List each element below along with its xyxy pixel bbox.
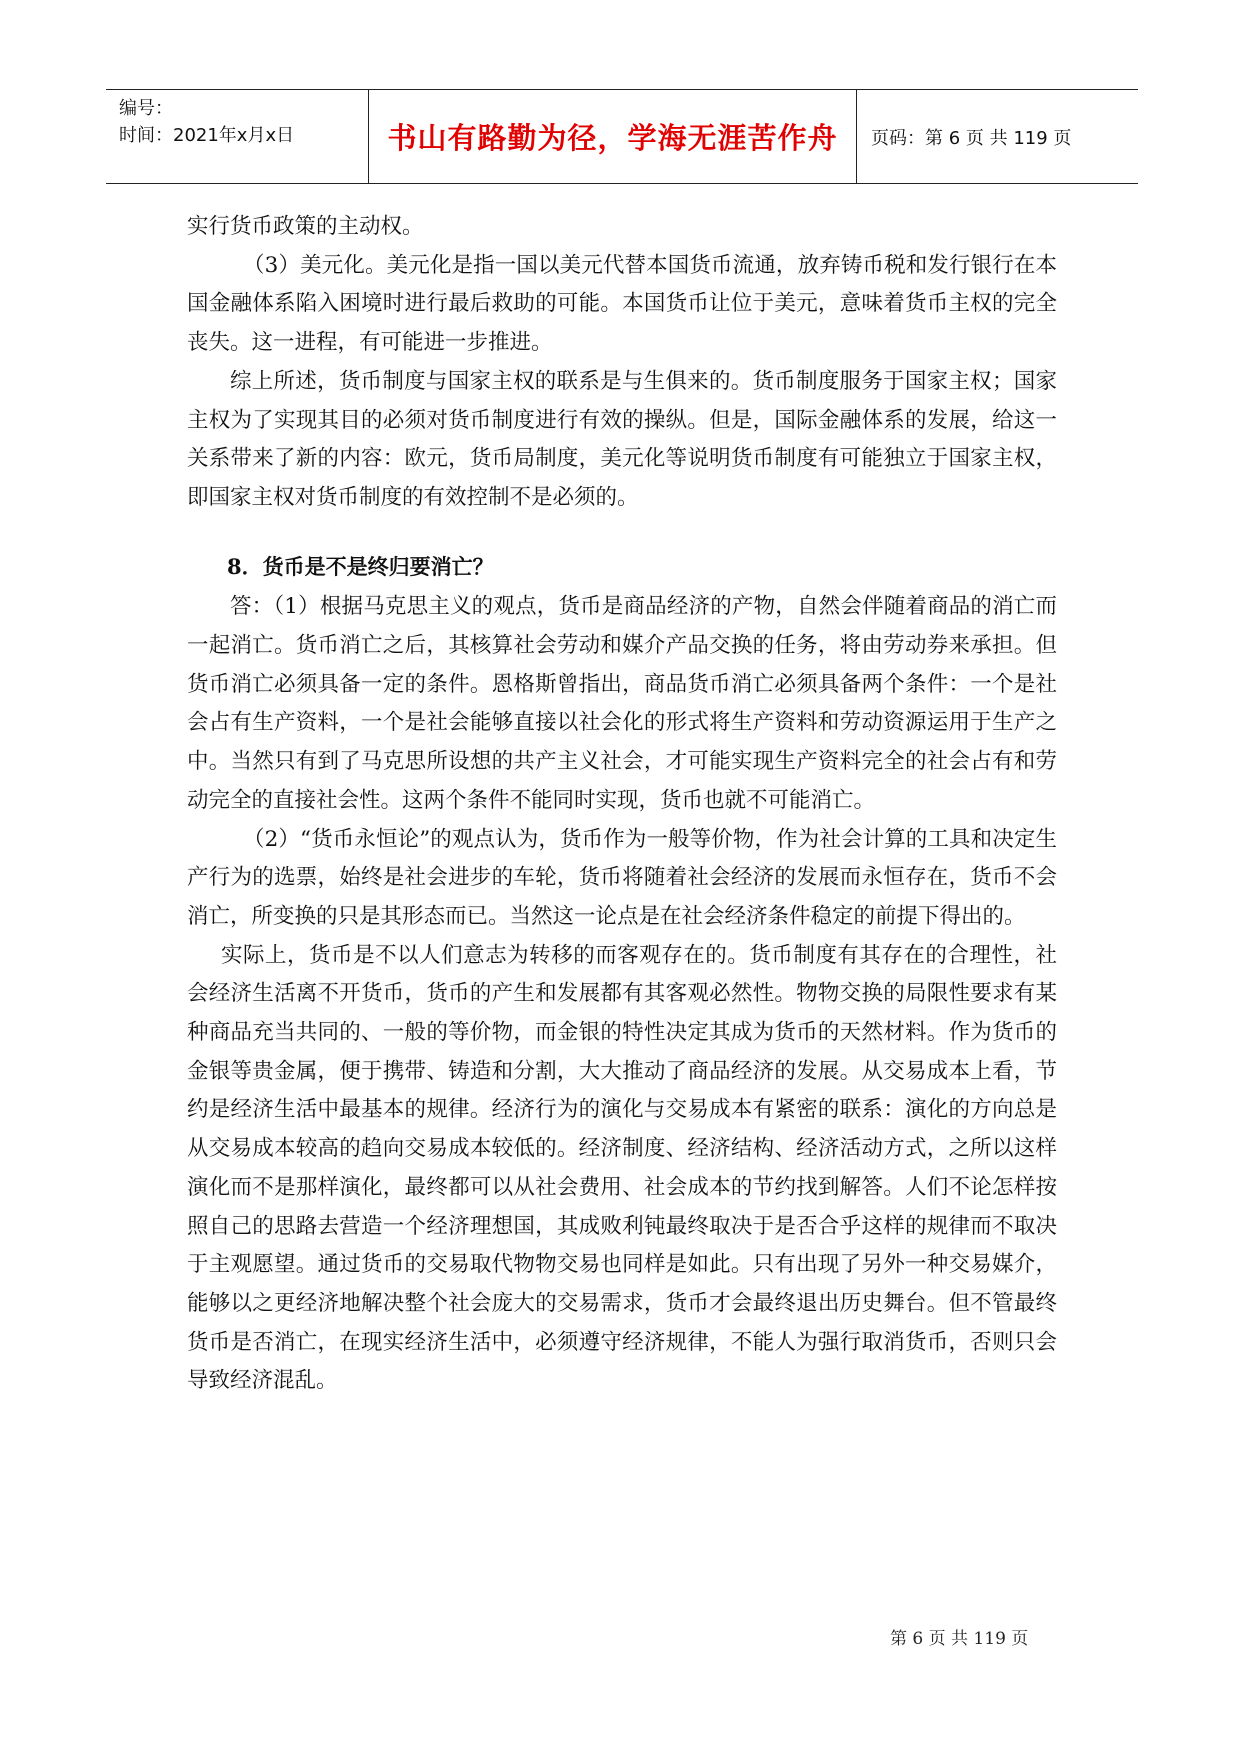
- document-body: [187, 208, 1057, 1401]
- header-slogan: 书山有路勤为径，学海无涯苦作舟: [369, 90, 857, 183]
- answer-paragraph-2: （2）“货币永恒论”的观点认为，货币作为一般等价物，作为社会计算的工具和决定生产行为的选票，始终是社会进步的车轮，货币将随着社会经济的发展而永恒存在，货币不会消亡，所变换的只是其形态而已。当然这一论点是在社会经济条件稳定的前提下得出的。: [187, 826, 1057, 929]
- paragraph-continuation: 实行货币政策的主动权。: [187, 214, 424, 239]
- header-time-label: 时间：2021年x月x日: [119, 125, 295, 146]
- page-footer: 第 6 页 共 119 页: [890, 1629, 1029, 1649]
- question-heading: 8．货币是不是终归要消亡？: [227, 553, 494, 579]
- answer-paragraph-1: 答：（1）根据马克思主义的观点，货币是商品经济的产物，自然会伴随着商品的消亡而一起消亡。货币消亡之后，其核算社会劳动和媒介产品交换的任务，将由劳动券来承担。但货币消亡必须具备一定的条件。恩格斯曾指出，商品货币消亡必须具备两个条件：一个是社会占有生产资料，一个是社会能够直接以社会化的形式将生产资料和劳动资源运用于生产之中。当然只有到了马克思所设想的共产主义社会，才可能实现生产资料完全的社会占有和劳动完全的直接社会性。这两个条件不能同时实现，货币也就不可能消亡。: [187, 594, 1057, 813]
- header-page-label: 页码：第 6 页 共 119 页: [871, 127, 1072, 149]
- paragraph-summary: 综上所述，货币制度与国家主权的联系是与生俱来的。货币制度服务于国家主权；国家主权为了实现其目的必须对货币制度进行有效的操纵。但是，国际金融体系的发展，给这一关系带来了新的内容：欧元，货币局制度，美元化等说明货币制度有可能独立于国家主权，即国家主权对货币制度的有效控制不是必须的。: [187, 368, 1057, 510]
- paragraph-dollarization: （3）美元化。美元化是指一国以美元代替本国货币流通，放弃铸币税和发行银行在本国金融体系陷入困境时进行最后救助的可能。本国货币让位于美元，意味着货币主权的完全丧失。这一进程，有可能进一步推进。: [187, 252, 1057, 356]
- answer-paragraph-3: 实际上，货币是不以人们意志为转移的而客观存在的。货币制度有其存在的合理性，社会经济生活离不开货币，货币的产生和发展都有其客观必然性。物物交换的局限性要求有某种商品充当共同的、一般的等价物，而金银的特性决定其成为货币的天然材料。作为货币的金银等贵金属，便于携带、铸造和分割，大大推动了商品经济的发展。从交易成本上看，节约是经济生活中最基本的规律。经济行为的演化与交易成本有紧密的联系：演化的方向总是从交易成本较高的趋向交易成本较低的。经济制度、经济结构、经济活动方式，之所以这样演化而不是那样演化，最终都可以从社会费用、社会成本的节约找到解答。人们不论怎样按照自己的思路去营造一个经济理想国，其成败利钝最终取决于是否合乎这样的规律而不取决于主观愿望。通过货币的交易取代物物交易也同样是如此。只有出现了另外一种交易媒介，能够以之更经济地解决整个社会庞大的交易需求，货币才会最终退出历史舞台。但不管最终货币是否消亡，在现实经济生活中，必须遵守经济规律，不能人为强行取消货币，否则只会导致经济混乱。: [187, 942, 1057, 1394]
- header-number-label: 编号：: [119, 98, 173, 119]
- header-meta: [106, 90, 369, 183]
- page-header: [106, 89, 1138, 184]
